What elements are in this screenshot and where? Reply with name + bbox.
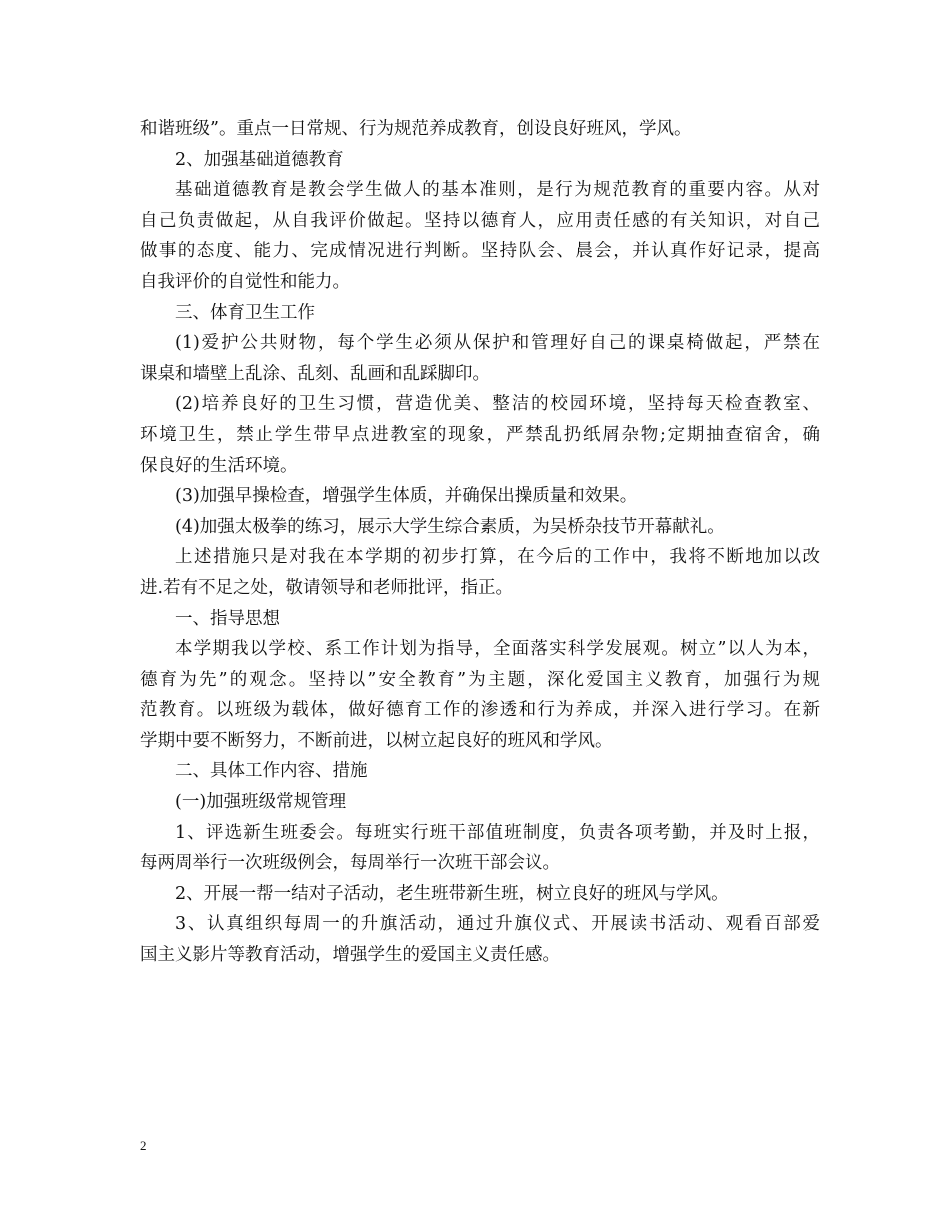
text-line: 1、评选新生班委会。每班实行班干部值班制度，负责各项考勤，并及时上报， (175, 822, 820, 843)
text-line: 上述措施只是对我在本学期的初步打算，在今后的工作中，我将不断地加以改 (175, 547, 820, 568)
text-line: 进.若有不足之处，敬请领导和老师批评，指正。 (140, 577, 514, 598)
text-line: (1)爱护公共财物，每个学生必须从保护和管理好自己的课桌椅做起，严禁在 (175, 333, 820, 354)
text-line: 自我评价的自觉性和能力。 (140, 271, 350, 292)
text-line: 每两周举行一次班级例会，每周举行一次班干部会议。 (140, 853, 560, 874)
text-line: (3)加强早操检查，增强学生体质，并确保出操质量和效果。 (175, 486, 638, 507)
text-line: 范教育。以班级为载体，做好德育工作的渗透和行为养成，并深入进行学习。在新 (140, 700, 820, 721)
text-line: (2)培养良好的卫生习惯，营造优美、整洁的校园环境，坚持每天检查教室、 (175, 394, 820, 415)
text-line: 一、指导思想 (175, 608, 280, 629)
text-line: 本学期我以学校、系工作计划为指导，全面落实科学发展观。树立”以人为本， (175, 639, 820, 660)
text-line: 保良好的生活环境。 (140, 455, 298, 476)
text-line: 环境卫生，禁止学生带早点进教室的现象，严禁乱扔纸屑杂物;定期抽查宿舍，确 (140, 424, 820, 445)
text-line: (4)加强太极拳的练习，展示大学生综合素质，为吴桥杂技节开幕献礼。 (175, 516, 725, 537)
text-line: 基础道德教育是教会学生做人的基本准则，是行为规范教育的重要内容。从对 (175, 180, 820, 201)
text-line: 2、加强基础道德教育 (175, 149, 344, 170)
document-body (140, 114, 820, 971)
text-line: 自己负责做起，从自我评价做起。坚持以德育人，应用责任感的有关知识，对自己 (140, 210, 820, 231)
text-line: 3、认真组织每周一的升旗活动，通过升旗仪式、开展读书活动、观看百部爱 (175, 914, 820, 935)
text-line: 二、具体工作内容、措施 (175, 761, 368, 782)
text-line: 和谐班级”。重点一日常规、行为规范养成教育，创设良好班风，学风。 (140, 119, 692, 139)
text-line: 三、体育卫生工作 (175, 302, 315, 323)
text-line: 学期中要不断努力，不断前进，以树立起良好的班风和学风。 (140, 730, 613, 751)
text-line: 国主义影片等教育活动，增强学生的爱国主义责任感。 (140, 945, 560, 966)
page-number: 2 (140, 1138, 147, 1153)
text-line: 做事的态度、能力、完成情况进行判断。坚持队会、晨会，并认真作好记录，提高 (140, 241, 820, 262)
text-line: 德育为先”的观念。坚持以”安全教育”为主题，深化爱国主义教育，加强行为规 (140, 669, 820, 690)
text-line: (一)加强班级常规管理 (175, 792, 347, 813)
text-line: 课桌和墙壁上乱涂、乱刻、乱画和乱踩脚印。 (140, 363, 490, 384)
text-line: 2、开展一帮一结对子活动，老生班带新生班，树立良好的班风与学风。 (175, 883, 729, 904)
